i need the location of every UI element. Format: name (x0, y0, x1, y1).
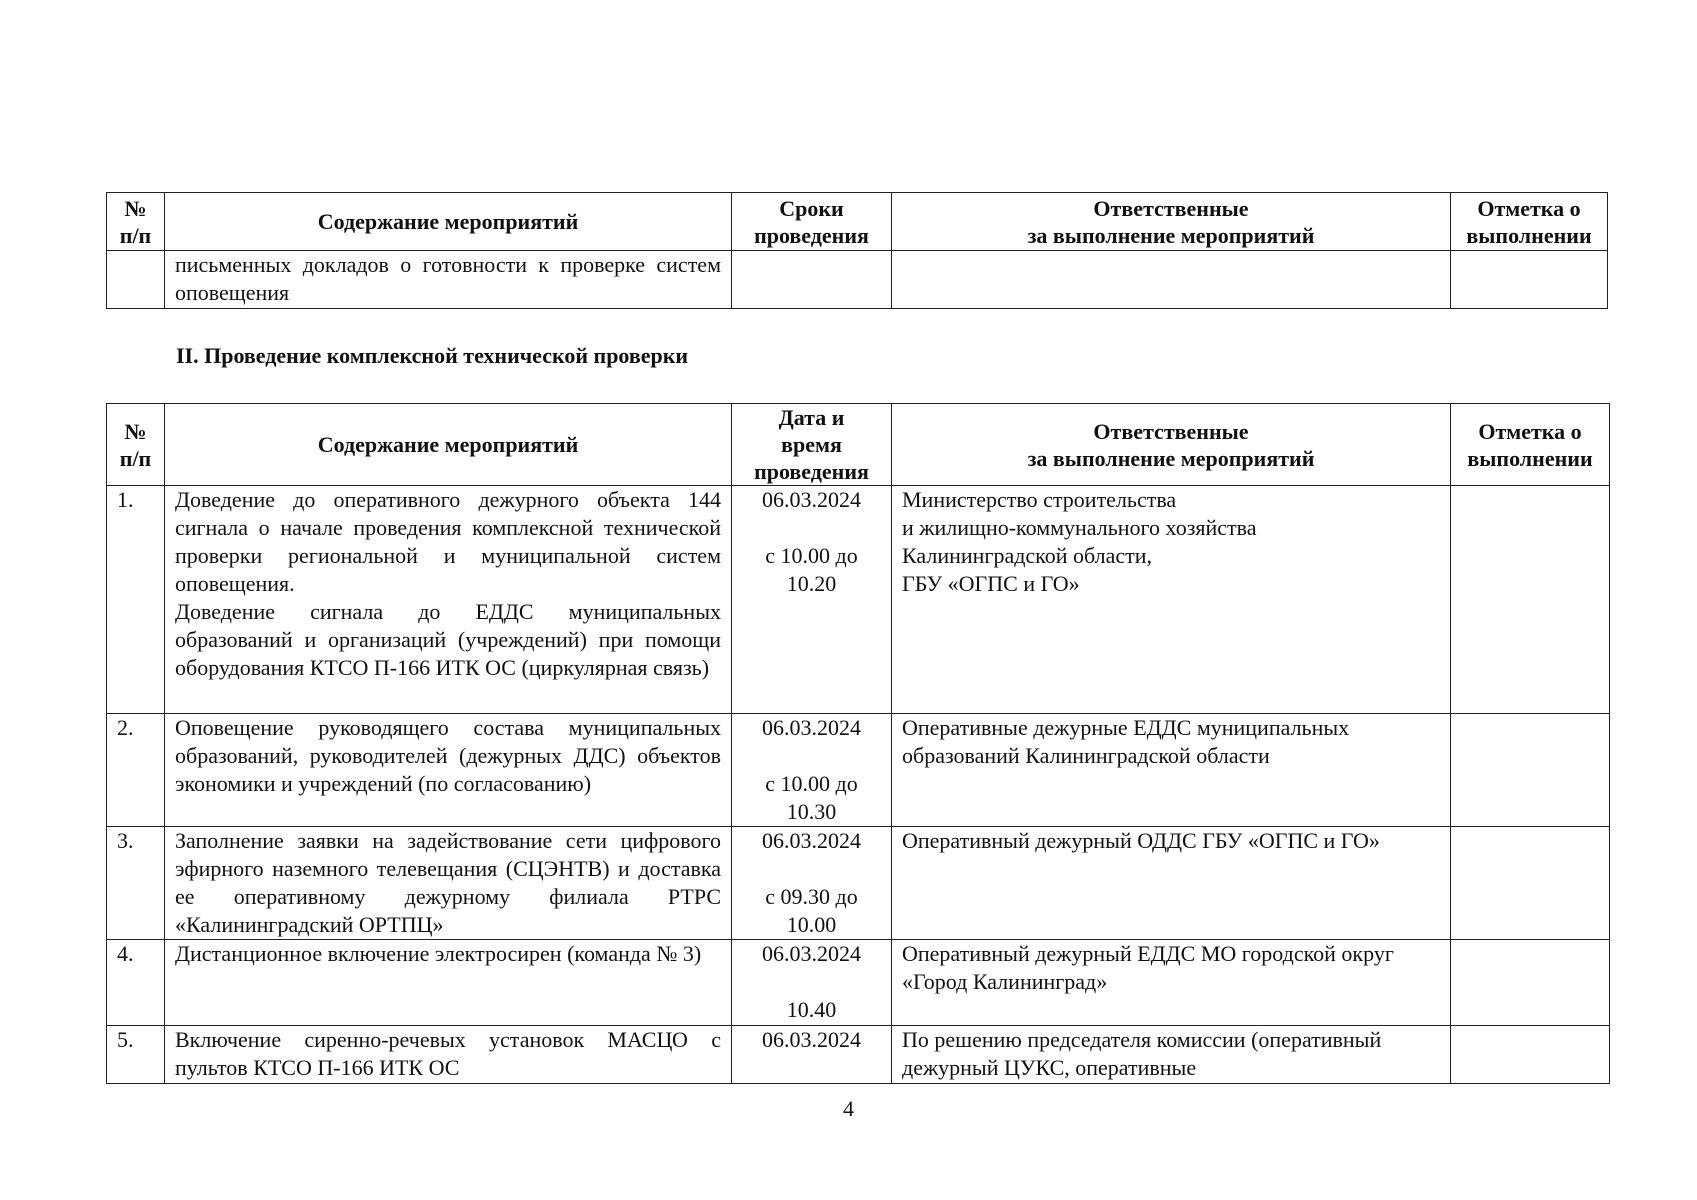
cell-num: 4. (107, 940, 165, 1026)
date-value: 06.03.2024 (762, 487, 861, 512)
table-row (107, 486, 1610, 714)
cell-content: Доведение до оперативного дежурного объекта 144 сигнала о начале проведения комплексной технической проверки региональной и муниципальной систем оповещения. Доведение сигнала до ЕДДС муниципальных образований и организаций (учреждений) при помощи оборудования КТСО П-166 ИТК ОС (циркулярная связь) (165, 486, 732, 714)
cell-responsible: Оперативный дежурный ОДДС ГБУ «ОГПС и ГО» (892, 827, 1451, 940)
time-value: 10.40 (786, 997, 837, 1022)
cell-mark (1451, 1026, 1610, 1084)
header-dates: Сроки проведения (732, 193, 892, 251)
time-value: с 10.00 до 10.30 (765, 771, 858, 824)
section-heading: II. Проведение комплексной технической проверки (176, 343, 689, 368)
header-mark: Отметка о выполнении (1451, 193, 1608, 251)
table-row (107, 251, 1608, 309)
date-value: 06.03.2024 (762, 1027, 861, 1052)
cell-responsible: Оперативный дежурный ЕДДС МО городской округ «Город Калининград» (892, 940, 1451, 1026)
cell-num (107, 251, 165, 309)
cell-mark (1451, 251, 1608, 309)
cell-responsible: Оперативные дежурные ЕДДС муниципальных образований Калининградской области (892, 714, 1451, 827)
cell-mark (1451, 486, 1610, 714)
header-content: Содержание мероприятий (165, 193, 732, 251)
cell-mark (1451, 940, 1610, 1026)
cell-date (732, 486, 892, 714)
date-value: 06.03.2024 (762, 828, 861, 853)
cell-date (732, 1026, 892, 1084)
continuation-table (106, 192, 1608, 309)
header-responsible: Ответственные за выполнение мероприятий (892, 193, 1451, 251)
header-mark: Отметка о выполнении (1451, 404, 1610, 486)
header-num: № п/п (107, 404, 165, 486)
date-value: 06.03.2024 (762, 941, 861, 966)
table-row (107, 827, 1610, 940)
table-header-row (107, 404, 1610, 486)
cell-content: письменных докладов о готовности к проверке систем оповещения (165, 251, 732, 309)
cell-date (732, 251, 892, 309)
table-row (107, 1026, 1610, 1084)
cell-date (732, 940, 892, 1026)
header-num: № п/п (107, 193, 165, 251)
cell-content: Оповещение руководящего состава муниципальных образований, руководителей (дежурных ДДС) объектов экономики и учреждений (по согласованию) (165, 714, 732, 827)
cell-num: 1. (107, 486, 165, 714)
time-value: с 09.30 до 10.00 (765, 884, 858, 937)
cell-num: 2. (107, 714, 165, 827)
cell-responsible (892, 251, 1451, 309)
table-header-row (107, 193, 1608, 251)
cell-responsible: Министерство строительства и жилищно-коммунального хозяйства Калининградской области, ГБУ «ОГПС и ГО» (892, 486, 1451, 714)
header-content: Содержание мероприятий (165, 404, 732, 486)
cell-content: Дистанционное включение электросирен (команда № 3) (165, 940, 732, 1026)
measures-table (106, 403, 1610, 1084)
table-row (107, 714, 1610, 827)
cell-responsible: По решению председателя комиссии (оперативный дежурный ЦУКС, оперативные (892, 1026, 1451, 1084)
cell-num: 5. (107, 1026, 165, 1084)
cell-content: Включение сиренно-речевых установок МАСЦО с пультов КТСО П-166 ИТК ОС (165, 1026, 732, 1084)
cell-mark (1451, 714, 1610, 827)
cell-content: Заполнение заявки на задействование сети цифрового эфирного наземного телевещания (СЦЭНТВ) и доставка ее оперативному дежурному филиала РТРС «Калининградский ОРТПЦ» (165, 827, 732, 940)
cell-num: 3. (107, 827, 165, 940)
header-dates: Дата и время проведения (732, 404, 892, 486)
header-responsible: Ответственные за выполнение мероприятий (892, 404, 1451, 486)
table-row (107, 940, 1610, 1026)
cell-date (732, 827, 892, 940)
cell-date (732, 714, 892, 827)
page-number: 4 (843, 1096, 854, 1121)
time-value: с 10.00 до 10.20 (765, 543, 858, 596)
cell-mark (1451, 827, 1610, 940)
date-value: 06.03.2024 (762, 715, 861, 740)
